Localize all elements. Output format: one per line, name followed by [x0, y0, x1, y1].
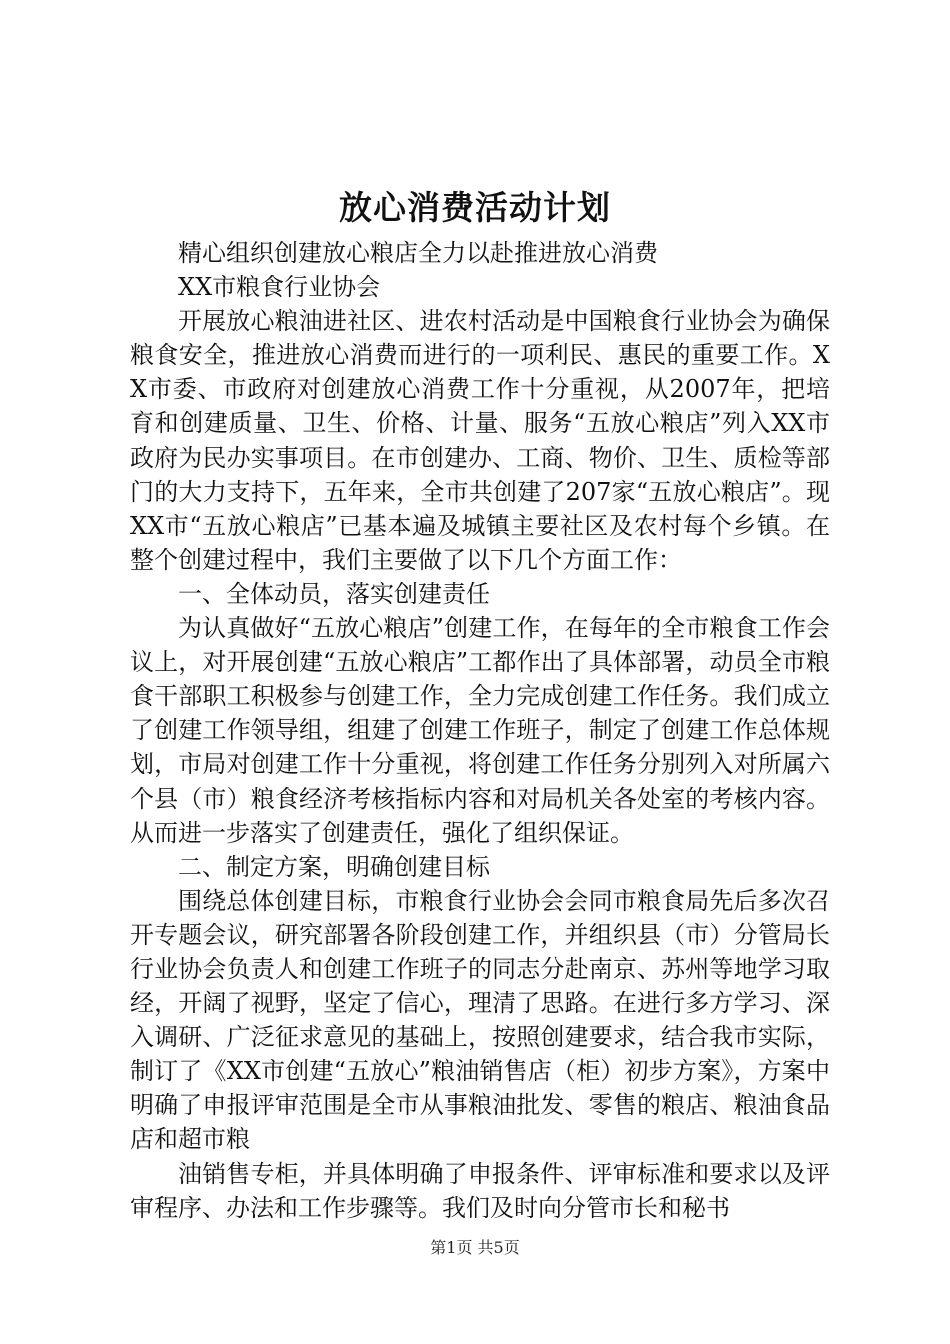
section-heading: 一、全体动员，落实创建责任	[178, 579, 490, 608]
document-title: 放心消费活动计划	[339, 188, 611, 227]
body-paragraph: 油销售专柜，并具体明确了申报条件、评审标准和要求以及评审程序、办法和工作步骤等。我们及时向分管市长和秘书	[130, 1159, 830, 1222]
body-paragraph: 为认真做好“五放心粮店”创建工作，在每年的全市粮食工作会议上，对开展创建“五放心粮店”工都作出了具体部署，动员全市粮食干部职工积极参与创建工作，全力完成创建工作任务。我们成立了创建工作领导组，组建了创建工作班子，制定了创建工作总体规划，市局对创建工作十分重视，将创建工作任务分别列入对所属六个县（市）粮食经济考核指标内容和对局机关各处室的考核内容。从而进一步落实了创建责任，强化了组织保证。	[130, 614, 830, 847]
page-footer: 第1页 共5页	[430, 1238, 520, 1257]
body-paragraph: 开展放心粮油进社区、进农村活动是中国粮食行业协会为确保粮食安全，推进放心消费而进行的一项利民、惠民的重要工作。XX市委、市政府对创建放心消费工作十分重视，从2007年，把培育和创建质量、卫生、价格、计量、服务“五放心粮店”列入XX市政府为民办实事项目。在市创建办、工商、物价、卫生、质检等部门的大力支持下，五年来，全市共创建了207家“五放心粮店”。现XX市“五放心粮店”已基本遍及城镇主要社区及农村每个乡镇。在整个创建过程中，我们主要做了以下几个方面工作：	[130, 307, 830, 574]
subtitle-line: 精心组织创建放心粮店全力以赴推进放心消费	[178, 239, 658, 267]
section-heading: 二、制定方案，明确创建目标	[178, 852, 490, 881]
body-paragraph: 围绕总体创建目标，市粮食行业协会会同市粮食局先后多次召开专题会议，研究部署各阶段创建工作，并组织县（市）分管局长行业协会负责人和创建工作班子的同志分赴南京、苏州等地学习取经，开阔了视野，坚定了信心，理清了思路。在进行多方学习、深入调研、广泛征求意见的基础上，按照创建要求，结合我市实际，制订了《XX市创建“五放心”粮油销售店（柜）初步方案》，方案中明确了申报评审范围是全市从事粮油批发、零售的粮店、粮油食品店和超市粮	[130, 886, 830, 1154]
author-line: XX市粮食行业协会	[178, 273, 381, 302]
document-body	[130, 236, 830, 1225]
